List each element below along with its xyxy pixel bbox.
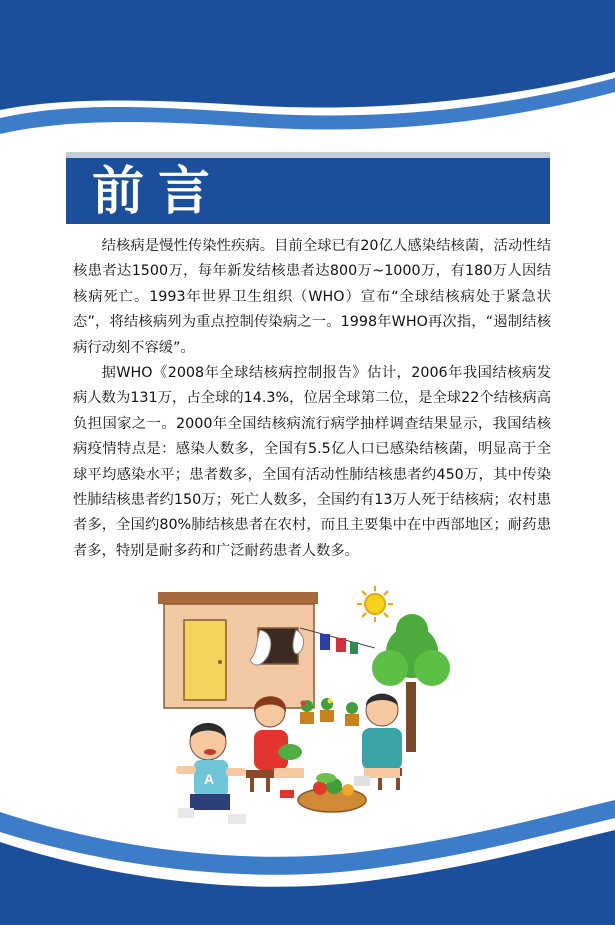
page-title: 前言 xyxy=(92,161,225,222)
father-figure xyxy=(354,694,402,790)
mother-figure xyxy=(246,696,304,798)
title-banner xyxy=(66,152,550,224)
house xyxy=(158,592,318,708)
family-illustration xyxy=(150,582,450,842)
preface-body xyxy=(73,234,551,564)
svg-text:A: A xyxy=(204,771,215,787)
paragraph-1: 结核病是慢性传染性疾病。目前全球已有20亿人感染结核菌，活动性结核患者达1500万，每年新发结核患者达800万~1000万，有180万人因结核病死亡。1993年世界卫生组织（WHO）宣布“全球结核病处于紧急状态”，将结核病列为重点控制传染病之一。1998年WHO再次指，“遏制结核病行动刻不容缓”。 xyxy=(73,238,551,356)
flower-pots xyxy=(300,698,359,726)
child-figure xyxy=(176,723,246,824)
top-wave-band xyxy=(0,0,615,110)
paragraph-2: 据WHO《2008年全球结核病控制报告》估计，2006年我国结核病发病人数为131万，占全球的14.3%，位居全球第二位，是全球22个结核病高负担国家之一。2000年全国结核病流行病学抽样调查结果显示，我国结核病疫情特点是：感染人数多，全国有5.5亿人口已感染结核菌，明显高于全球平均感染水平；患者数多，全国有活动性肺结核患者约450万，其中传染性肺结核患者约150万；死亡人数多，全国约有13万人死于结核病；农村患者多，全国约80%肺结核患者在农村，而且主要集中在中西部地区；耐药患者多，特别是耐多药和广泛耐药患者人数多。 xyxy=(73,365,551,559)
sun-icon xyxy=(357,586,393,622)
